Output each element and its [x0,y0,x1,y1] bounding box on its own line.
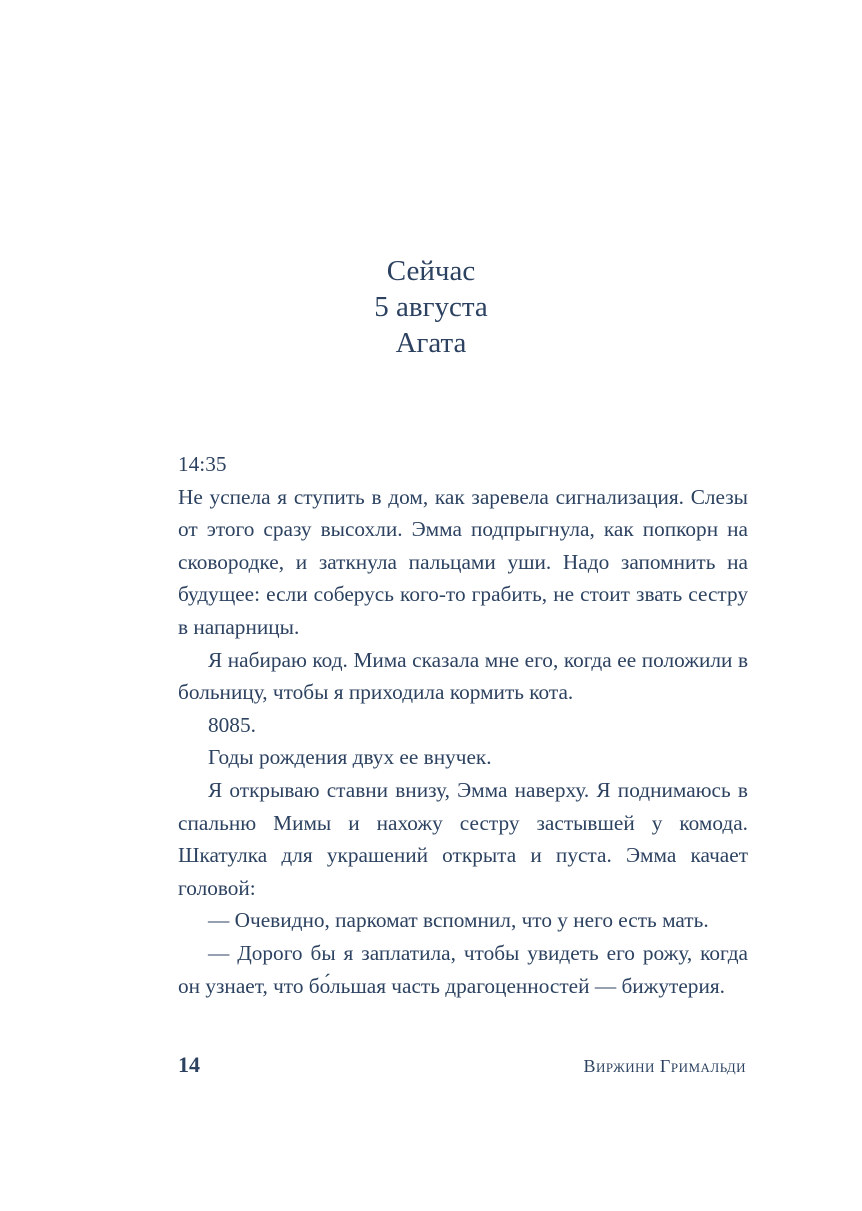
dialogue-line: — Очевидно, паркомат вспомнил, что у него есть мать. [208,908,709,933]
heading-when: Сейчас [386,255,476,287]
running-footer-author: Виржини Гримальди [583,1056,746,1076]
paragraph: Годы рождения двух ее внучек. [208,745,492,770]
dialogue-line: — Дорого бы я заплатила, чтобы увидеть его рожу, когда он узнает, что бо́льшая часть драгоценностей — бижутерия. [178,940,748,998]
paragraph: Я набираю код. Мима сказала мне его, когда ее положили в больницу, чтобы я приходила кормить кота. [178,647,748,705]
paragraph: Я открываю ставни внизу, Эмма наверху. Я поднимаюсь в спальню Мимы и нахожу сестру застывшей у комода. Шкатулка для украшений открыта и пуста. Эмма качает головой: [178,777,748,900]
paragraph: 8085. [208,712,256,737]
heading-date: 5 августа [374,291,488,323]
chapter-heading [0,253,862,361]
body-text [178,448,748,1002]
paragraph: Не успела я ступить в дом, как заревела сигнализация. Слезы от этого сразу высохли. Эмма подпрыгнула, как попкорн на сковородке, и заткнула пальцами уши. Надо запомнить на будущее: если соберусь кого-то грабить, не стоит звать сестру в напарницы. [178,484,748,639]
time-stamp: 14:35 [178,452,227,476]
page-number: 14 [178,1052,200,1077]
heading-narrator: Агата [395,327,467,359]
